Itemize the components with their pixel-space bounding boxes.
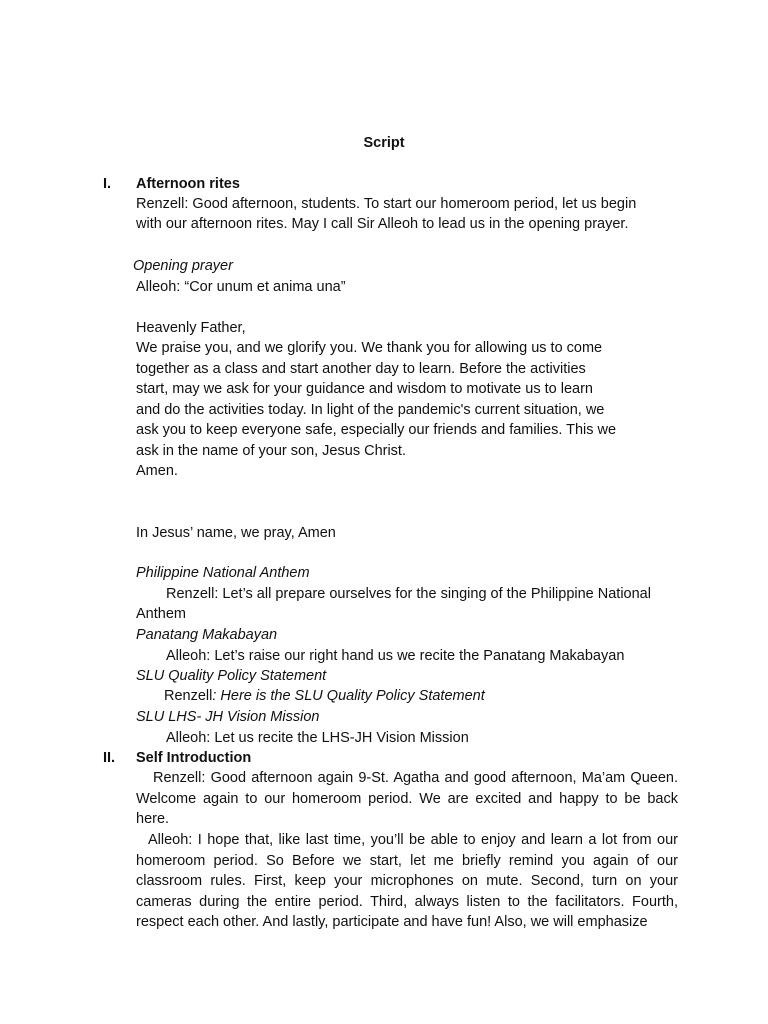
anthem-line: Renzell: Let’s all prepare ourselves for the singing of the Philippine National <box>166 586 651 602</box>
opening-prayer-label: Opening prayer <box>133 258 233 274</box>
anthem-label: Philippine National Anthem <box>136 565 310 581</box>
closing-line: In Jesus’ name, we pray, Amen <box>136 525 336 541</box>
anthem-line: Anthem <box>136 606 186 622</box>
prayer-line: start, may we ask for your guidance and wisdom to motivate us to learn <box>136 381 593 397</box>
quality-speaker: Renzell <box>164 688 213 704</box>
vision-mission-label: SLU LHS- JH Vision Mission <box>136 709 320 725</box>
self-intro-paragraph-1: Renzell: Good afternoon again 9-St. Agatha and good afternoon, Ma’am Queen. Welcome again to our homeroom period. We are excited and happy to be back here. <box>136 770 678 827</box>
quality-policy-line <box>164 686 485 706</box>
intro-line: with our afternoon rites. May I call Sir Alleoh to lead us in the opening prayer. <box>136 216 629 232</box>
section-1-heading: Afternoon rites <box>136 176 240 192</box>
section-2-heading: Self Introduction <box>136 750 252 766</box>
quality-policy-label: SLU Quality Policy Statement <box>136 668 327 684</box>
prayer-line: and do the activities today. In light of the pandemic's current situation, we <box>136 402 605 418</box>
opening-prayer-line: Alleoh: “Cor unum et anima una” <box>136 279 346 295</box>
vision-mission-line: Alleoh: Let us recite the LHS-JH Vision Mission <box>166 730 469 746</box>
page-title: Script <box>363 135 405 151</box>
intro-line: Renzell: Good afternoon, students. To start our homeroom period, let us begin <box>136 196 637 212</box>
panatang-line: Alleoh: Let’s raise our right hand us we recite the Panatang Makabayan <box>166 648 625 664</box>
prayer-line: Amen. <box>136 463 178 479</box>
prayer-line: ask you to keep everyone safe, especially our friends and families. This we <box>136 422 617 438</box>
prayer-line: We praise you, and we glorify you. We thank you for allowing us to come <box>136 340 603 356</box>
prayer-line: ask in the name of your son, Jesus Christ. <box>136 443 406 459</box>
section-2-numeral: II. <box>103 750 116 766</box>
self-intro-paragraph-2: Alleoh: I hope that, like last time, you’ll be able to enjoy and learn a lot from our homeroom period. So Before we start, let me briefly remind you again of our classroom rules. First, keep your microphones on mute. Second, turn on your cameras during the entire period. Third, always listen to the facilitators. Fourth, respect each other. And lastly, participate and have fun! Also, we will emphasize <box>136 832 678 930</box>
section-1-numeral: I. <box>103 176 112 192</box>
prayer-line: together as a class and start another day to learn. Before the activities <box>136 361 586 377</box>
panatang-label: Panatang Makabayan <box>136 627 278 643</box>
quality-text: : Here is the SLU Quality Policy Statement <box>212 688 485 704</box>
prayer-line: Heavenly Father, <box>136 320 246 336</box>
